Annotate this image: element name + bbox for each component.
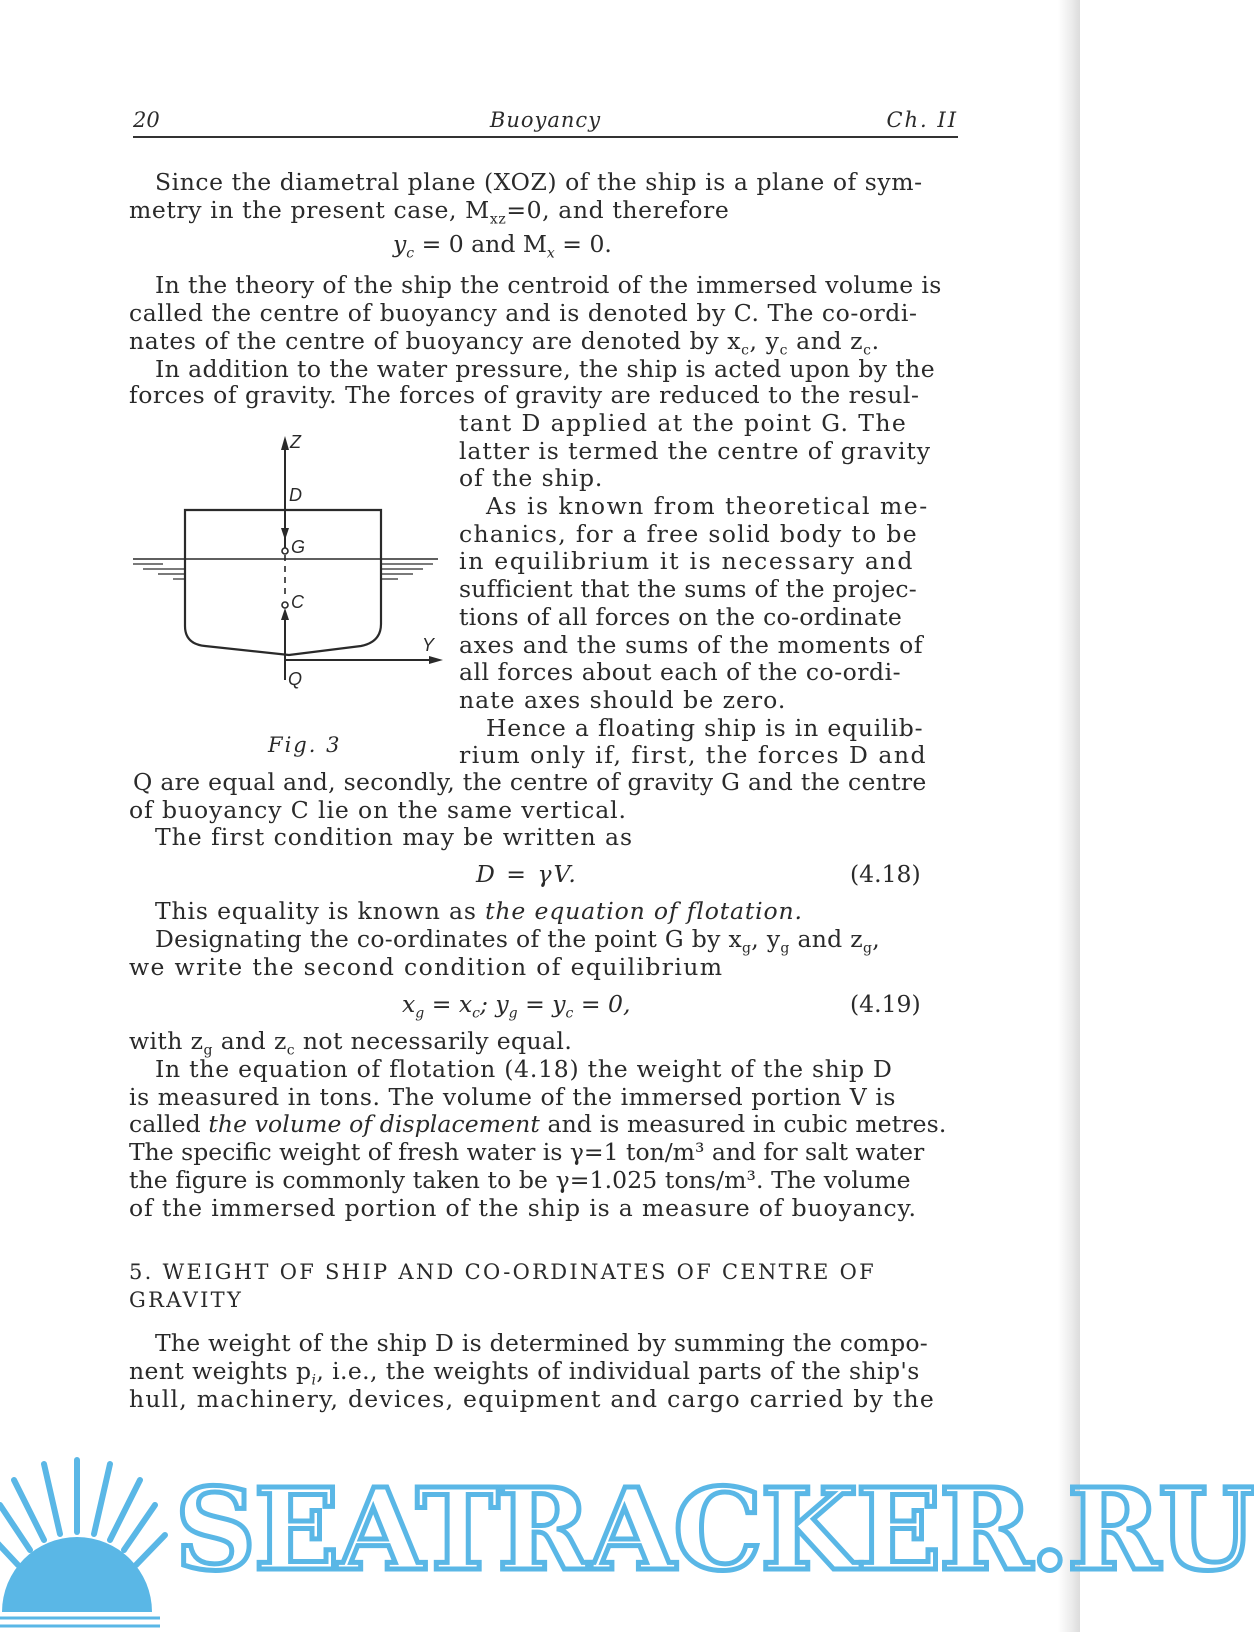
para2-line2: called the centre of buoyancy and is denoted by C. The co-ordi-: [129, 299, 918, 327]
running-header: [133, 108, 958, 138]
para3-line5: of the ship.: [459, 464, 604, 492]
label-z: Z: [290, 432, 301, 452]
section-heading: 5. WEIGHT OF SHIP AND CO-ORDINATES OF CENTRE OF: [129, 1260, 877, 1284]
section5-line2: nent weights $p_i$, i.e., the weights of individual parts of the ship's: [129, 1357, 920, 1389]
para1-line1: Since the diametral plane (XOZ) of the ship is a plane of sym-: [155, 168, 923, 196]
para5-line1: Hence a floating ship is in equilib-: [486, 714, 924, 742]
para9-line6: of the immersed portion of the ship is a measure of buoyancy.: [129, 1194, 917, 1222]
para8-line2: we write the second condition of equilibrium: [129, 953, 724, 981]
para4-line1: As is known from theoretical me-: [486, 492, 929, 520]
para3-line4: latter is termed the centre of gravity: [459, 437, 931, 465]
section5-line3: hull, machinery, devices, equipment and cargo carried by the: [129, 1385, 935, 1413]
section-heading-cont: GRAVITY: [129, 1288, 244, 1312]
para7-line1: This equality is known as the equation of flotation.: [155, 897, 803, 925]
page-number: 20: [133, 108, 160, 132]
chapter-label: Ch. II: [886, 108, 958, 132]
figure-3-ship-diagram: [133, 432, 463, 718]
para5-line4: of buoyancy C lie on the same vertical.: [129, 796, 627, 824]
para3-line3: tant D applied at the point G. The: [459, 409, 908, 437]
para8-line3: with $z_g$ and $z_c$ not necessarily equal.: [129, 1027, 573, 1059]
para4-line4: sufficient that the sums of the projec-: [459, 575, 917, 603]
label-d: D: [289, 485, 302, 505]
equation-number-4-18: (4.18): [850, 860, 921, 888]
label-y: Y: [422, 635, 435, 655]
para2-line3: nates of the centre of buoyancy are denoted by $x_c$, $y_c$ and $z_c$.: [129, 327, 880, 359]
para2-line1: In the theory of the ship the centroid of the immersed volume is: [155, 271, 942, 299]
para3-line1: In addition to the water pressure, the ship is acted upon by the: [155, 355, 935, 383]
para4-line6: axes and the sums of the moments of: [459, 631, 924, 659]
figure-caption: Fig. 3: [268, 733, 342, 757]
para1-line2: metry in the present case, $M_{xz}=0$, and therefore: [129, 196, 730, 228]
d-arrow: [281, 528, 289, 540]
para6-line1: The first condition may be written as: [155, 823, 634, 851]
section5-line1: The weight of the ship D is determined by summing the compo-: [155, 1329, 928, 1357]
watermark-text: SEATRACKER.RU: [175, 1465, 1254, 1596]
para4-line2: chanics, for a free solid body to be: [459, 520, 918, 548]
para9-line2: is measured in tons. The volume of the immersed portion V is: [129, 1083, 896, 1111]
para9-line1: In the equation of flotation (4.18) the weight of the ship D: [155, 1055, 893, 1083]
para3-line2: forces of gravity. The forces of gravity are reduced to the resul-: [129, 381, 920, 409]
equation-yc: $y_c = 0$ and $M_x = 0$.: [393, 230, 612, 262]
para8-line1: Designating the co-ordinates of the point G by $x_g$, $y_g$ and $z_g$,: [155, 925, 881, 957]
para4-line3: in equilibrium it is necessary and: [459, 547, 915, 575]
para4-line8: nate axes should be zero.: [459, 686, 787, 714]
equation-flotation: D = γV.: [476, 860, 578, 888]
para9-line5: the figure is commonly taken to be γ=1.025 tons/m³. The volume: [129, 1166, 911, 1194]
point-g: [282, 548, 288, 554]
para4-line5: tions of all forces on the co-ordinate: [459, 603, 903, 631]
label-c: C: [291, 592, 304, 612]
para5-line2: rium only if, first, the forces D and: [459, 741, 928, 769]
equation-equilibrium: $x_g = x_c$; $y_g = y_c = 0$,: [402, 990, 631, 1022]
label-q: Q: [288, 669, 303, 689]
para9-line3: called the volume of displacement and is measured in cubic metres.: [129, 1110, 947, 1138]
page-edge: [1058, 0, 1080, 1632]
label-g: G: [291, 537, 306, 557]
point-c: [282, 602, 288, 608]
para9-line4: The specific weight of fresh water is γ=1 ton/m³ and for salt water: [129, 1138, 925, 1166]
equation-number-4-19: (4.19): [850, 990, 921, 1018]
para5-line3: Q are equal and, secondly, the centre of gravity G and the centre: [133, 768, 927, 796]
para4-line7: all forces about each of the co-ordi-: [459, 658, 902, 686]
running-title: Buoyancy: [489, 108, 602, 132]
